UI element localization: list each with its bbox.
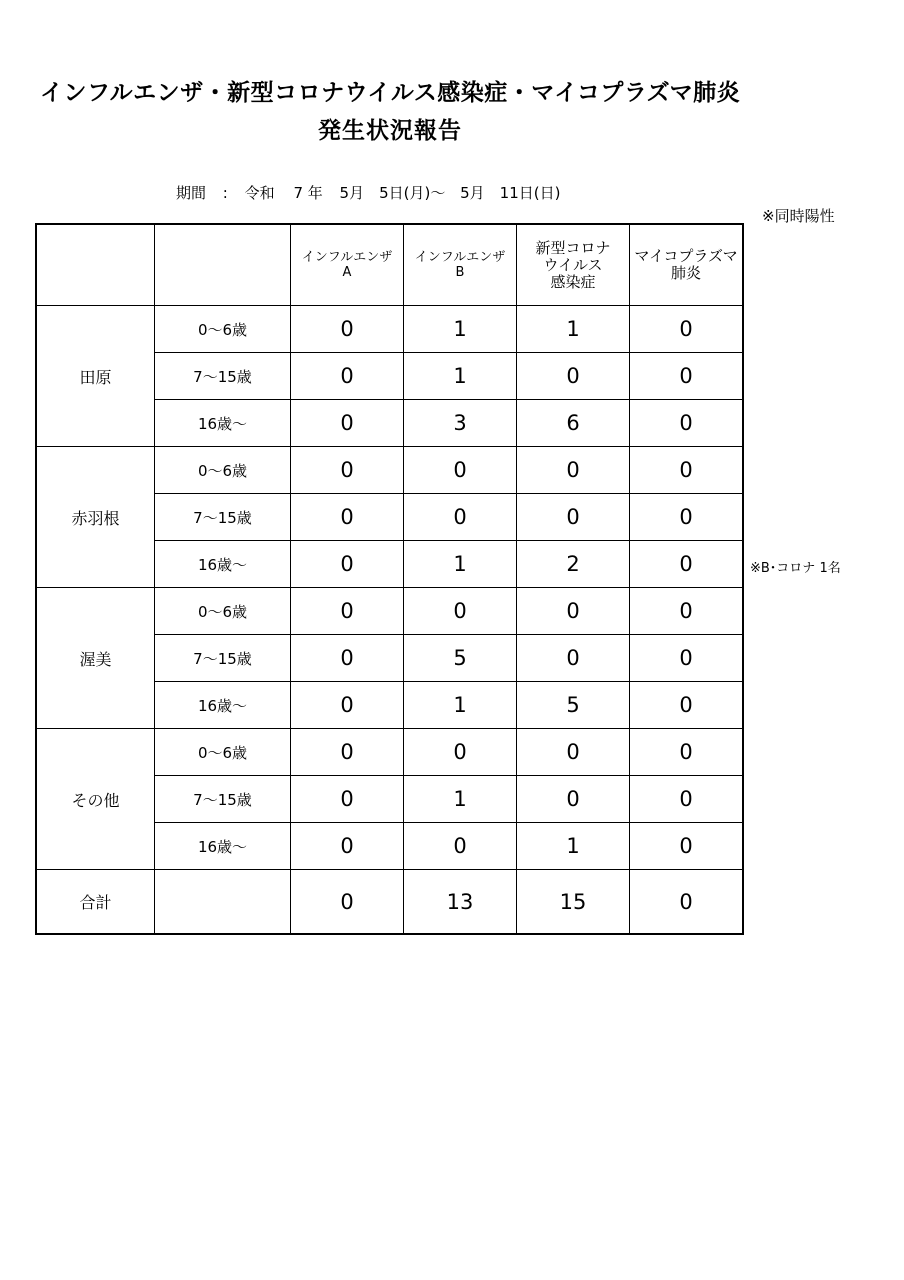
cell-value: 0	[404, 494, 517, 541]
region-atsumi: 渥美	[36, 588, 155, 729]
age-group: 0～6歳	[155, 306, 291, 353]
region-tahara: 田原	[36, 306, 155, 447]
cell-value: 0	[517, 776, 630, 823]
region-other: その他	[36, 729, 155, 870]
cell-value: 2	[517, 541, 630, 588]
total-label: 合計	[36, 870, 155, 935]
cell-value: 3	[404, 400, 517, 447]
cell-value: 0	[517, 729, 630, 776]
cell-value: 1	[517, 306, 630, 353]
age-group: 0～6歳	[155, 588, 291, 635]
period-label: 期間	[176, 184, 207, 202]
table-row	[36, 306, 743, 353]
report-period	[176, 182, 560, 203]
cell-value: 0	[291, 400, 404, 447]
header-mycoplasma: マイコプラズマ 肺炎	[630, 224, 744, 306]
age-group: 7～15歳	[155, 353, 291, 400]
cell-value: 0	[517, 447, 630, 494]
period-end: 5月 11日(日)	[460, 184, 561, 202]
report-table	[35, 223, 744, 935]
cell-value: 0	[291, 635, 404, 682]
total-value: 15	[517, 870, 630, 935]
age-group: 7～15歳	[155, 635, 291, 682]
total-value: 13	[404, 870, 517, 935]
cell-value: 0	[630, 447, 744, 494]
cell-value: 0	[630, 353, 744, 400]
cell-value: 6	[517, 400, 630, 447]
cell-value: 0	[630, 729, 744, 776]
period-year: 7 年	[293, 184, 323, 202]
total-blank	[155, 870, 291, 935]
cell-value: 0	[291, 353, 404, 400]
cell-value: 0	[291, 588, 404, 635]
cell-value: 1	[404, 776, 517, 823]
cell-value: 0	[630, 682, 744, 729]
cell-value: 0	[291, 494, 404, 541]
region-akabane: 赤羽根	[36, 447, 155, 588]
cell-value: 0	[291, 682, 404, 729]
header-covid: 新型コロナ ウイルス 感染症	[517, 224, 630, 306]
cell-value: 5	[517, 682, 630, 729]
age-group: 0～6歳	[155, 447, 291, 494]
age-group: 16歳～	[155, 682, 291, 729]
table-row	[36, 588, 743, 635]
header-influenza-b: インフルエンザ B	[404, 224, 517, 306]
cell-value: 0	[291, 776, 404, 823]
age-group: 7～15歳	[155, 494, 291, 541]
header-row	[36, 224, 743, 306]
report-title-line2: 発生状況報告	[318, 118, 462, 144]
period-start: 5月 5日(月)～	[339, 184, 446, 202]
total-row	[36, 870, 743, 935]
cell-value: 0	[404, 729, 517, 776]
age-group: 16歳～	[155, 823, 291, 870]
table-row	[36, 729, 743, 776]
period-separator: :	[222, 184, 228, 202]
age-group: 7～15歳	[155, 776, 291, 823]
cell-value: 0	[630, 400, 744, 447]
total-value: 0	[630, 870, 744, 935]
cell-value: 1	[404, 353, 517, 400]
age-group: 16歳～	[155, 541, 291, 588]
cell-value: 0	[291, 306, 404, 353]
cell-value: 0	[630, 776, 744, 823]
report-title-line1: インフルエンザ・新型コロナウイルス感染症・マイコプラズマ肺炎	[40, 80, 741, 106]
total-value: 0	[291, 870, 404, 935]
header-blank-age	[155, 224, 291, 306]
cell-value: 0	[291, 729, 404, 776]
cell-value: 0	[630, 588, 744, 635]
cell-value: 0	[517, 635, 630, 682]
header-blank-region	[36, 224, 155, 306]
cell-value: 0	[404, 447, 517, 494]
cell-value: 0	[630, 635, 744, 682]
cell-value: 1	[404, 306, 517, 353]
header-influenza-a: インフルエンザ A	[291, 224, 404, 306]
cell-value: 0	[517, 353, 630, 400]
cell-value: 0	[517, 588, 630, 635]
cell-value: 0	[291, 541, 404, 588]
cell-value: 1	[517, 823, 630, 870]
cell-value: 1	[404, 541, 517, 588]
cell-value: 1	[404, 682, 517, 729]
cell-value: 0	[630, 306, 744, 353]
cell-value: 0	[404, 823, 517, 870]
age-group: 16歳～	[155, 400, 291, 447]
cell-value: 0	[517, 494, 630, 541]
table-row	[36, 447, 743, 494]
age-group: 0～6歳	[155, 729, 291, 776]
cell-value: 5	[404, 635, 517, 682]
cell-value: 0	[630, 494, 744, 541]
period-era: 令和	[244, 184, 275, 202]
cell-value: 0	[291, 447, 404, 494]
note-simultaneous-positive: ※同時陽性	[762, 207, 835, 225]
note-b-corona: ※B･コロナ 1名	[750, 561, 841, 576]
cell-value: 0	[404, 588, 517, 635]
cell-value: 0	[630, 823, 744, 870]
cell-value: 0	[291, 823, 404, 870]
cell-value: 0	[630, 541, 744, 588]
